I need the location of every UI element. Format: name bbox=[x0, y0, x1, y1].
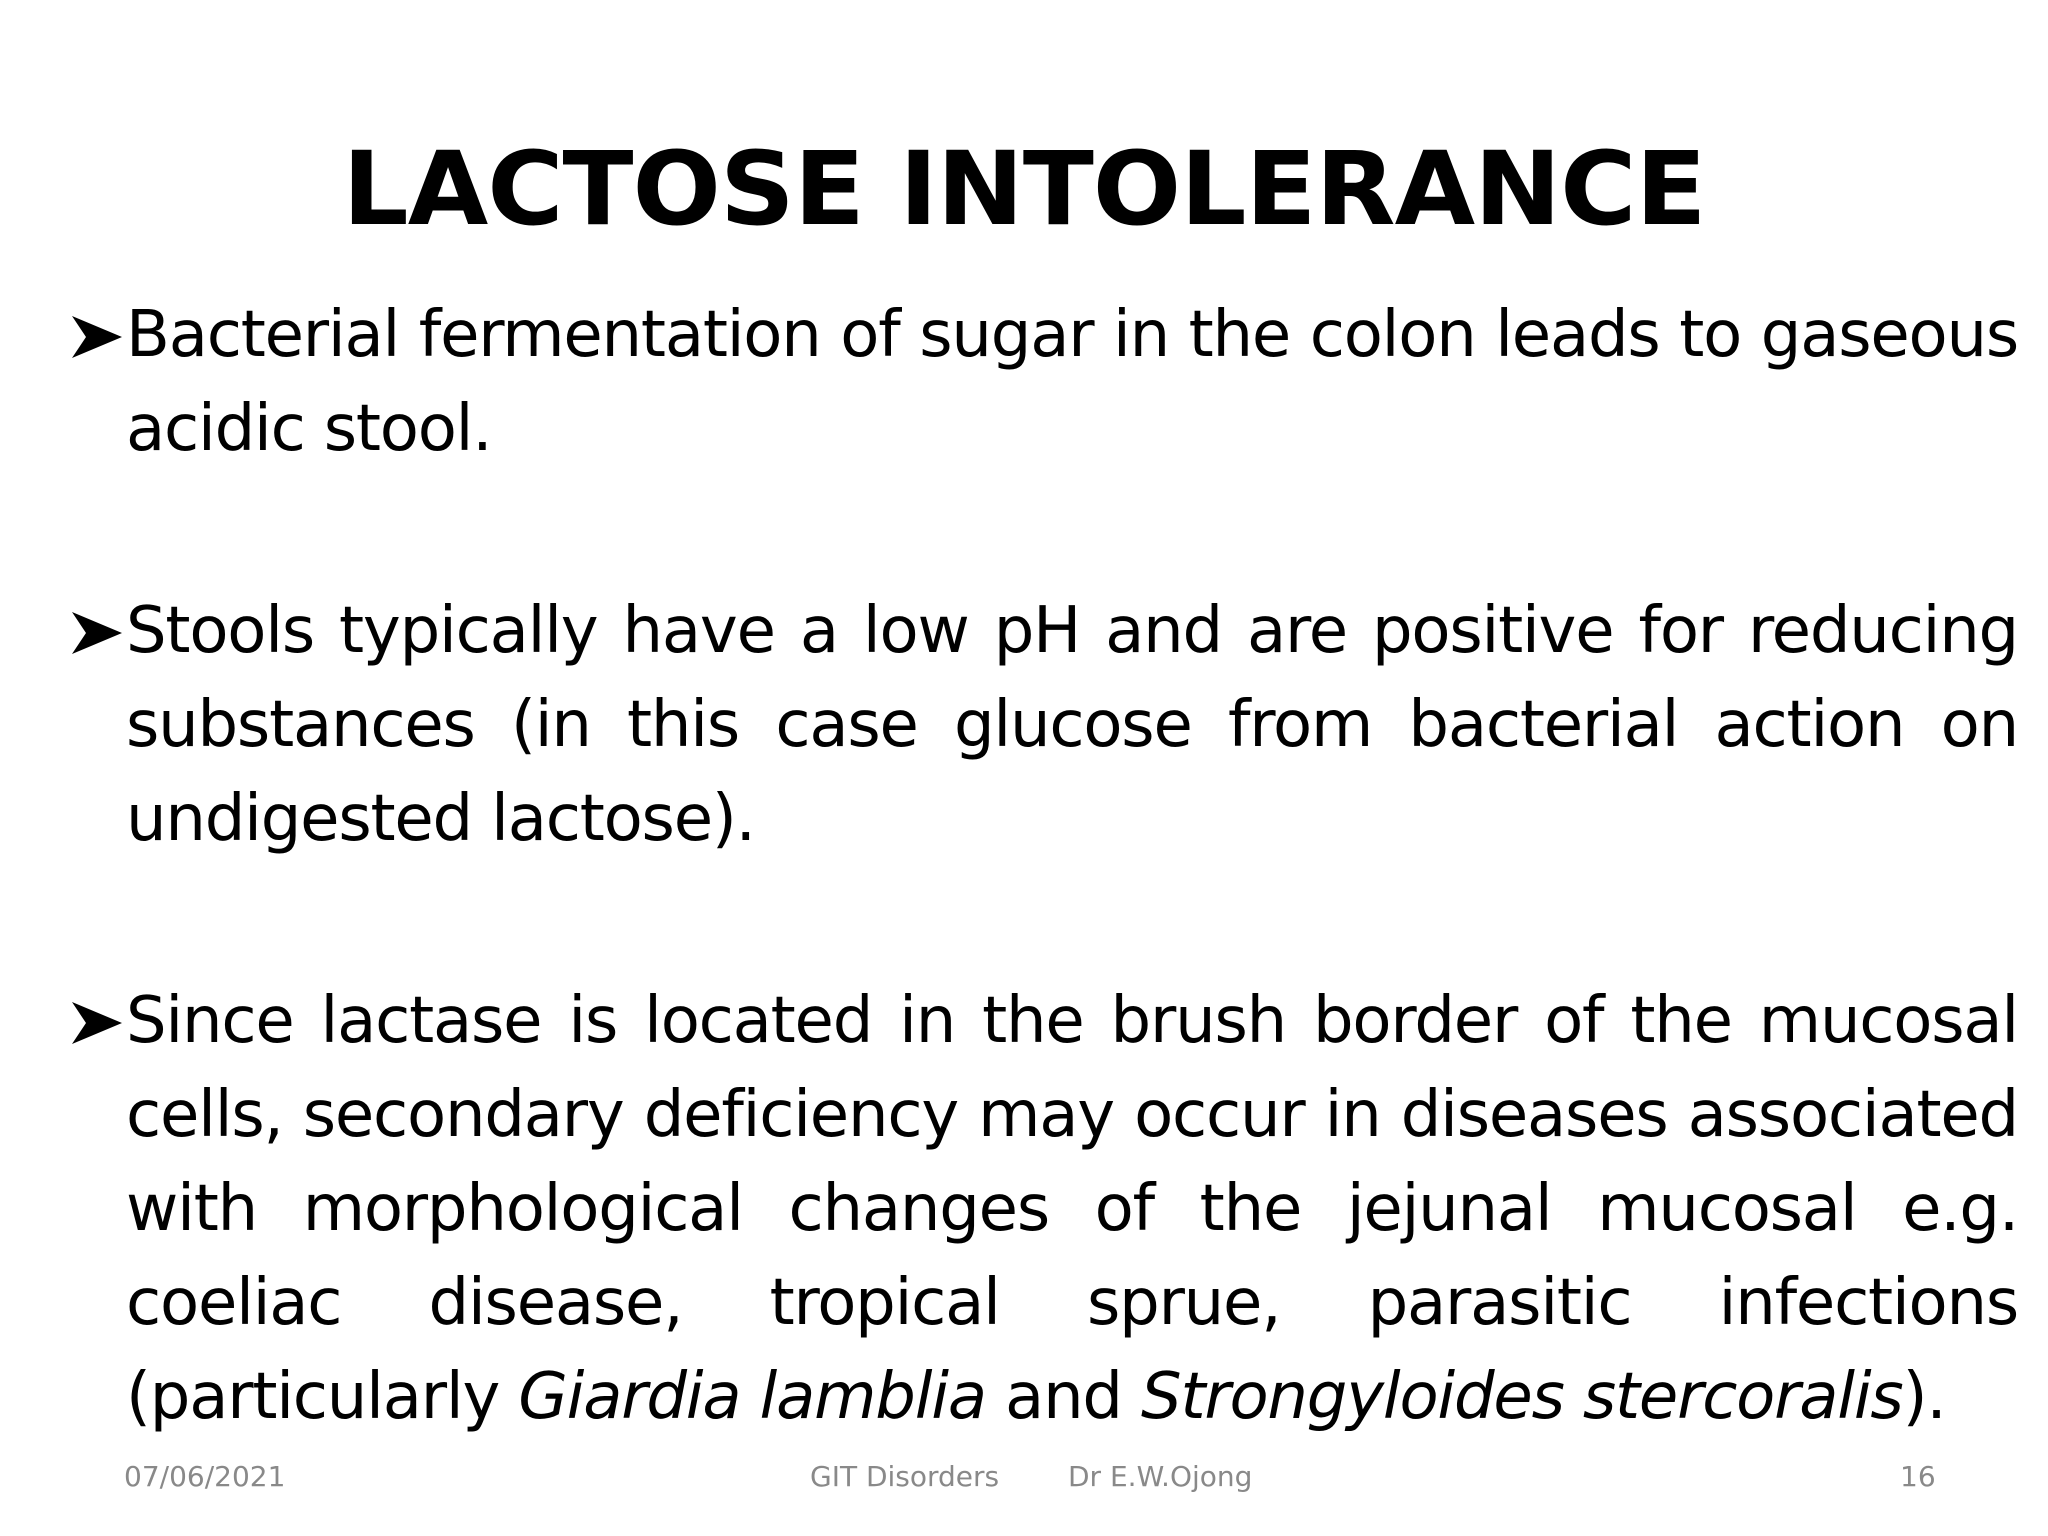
footer-title: GIT Disorders bbox=[810, 1460, 1000, 1493]
bullet-text-part: and bbox=[985, 1360, 1142, 1434]
slide-title: LACTOSE INTOLERANCE bbox=[342, 130, 1706, 249]
footer-date: 07/06/2021 bbox=[124, 1460, 286, 1493]
footer-author: Dr E.W.Ojong bbox=[1068, 1460, 1253, 1493]
bullet-item bbox=[70, 974, 2018, 1444]
arrowhead-bullet-icon bbox=[70, 610, 124, 656]
bullet-item bbox=[70, 288, 2018, 476]
bullet-list bbox=[70, 288, 2018, 1444]
arrowhead-bullet-icon bbox=[70, 1000, 124, 1046]
arrowhead-bullet-icon bbox=[70, 314, 124, 360]
bullet-text-part: Since lactase is located in the brush border of the mucosal cells, secondary deficiency may occur in diseases associated with morphological changes of the jejunal mucosal e.g. coeliac disease, tropical sprue, parasitic infections (particularly bbox=[126, 984, 2018, 1434]
bullet-text-part: Stools typically have a low pH and are positive for reducing substances (in this case glucose from bacterial action on undigested lactose). bbox=[126, 594, 2018, 856]
bullet-text bbox=[126, 984, 2018, 1434]
bullet-text bbox=[126, 298, 2018, 466]
bullet-text bbox=[126, 594, 2018, 856]
species-name-giardia: Giardia lamblia bbox=[518, 1360, 986, 1434]
slide-number: 16 bbox=[1900, 1460, 1936, 1493]
bullet-item bbox=[70, 584, 2018, 866]
bullet-text-part: Bacterial fermentation of sugar in the colon leads to gaseous acidic stool. bbox=[126, 298, 2018, 466]
bullet-text-part: ). bbox=[1902, 1360, 1946, 1434]
species-name-strongyloides: Strongyloides stercoralis bbox=[1141, 1360, 1903, 1434]
